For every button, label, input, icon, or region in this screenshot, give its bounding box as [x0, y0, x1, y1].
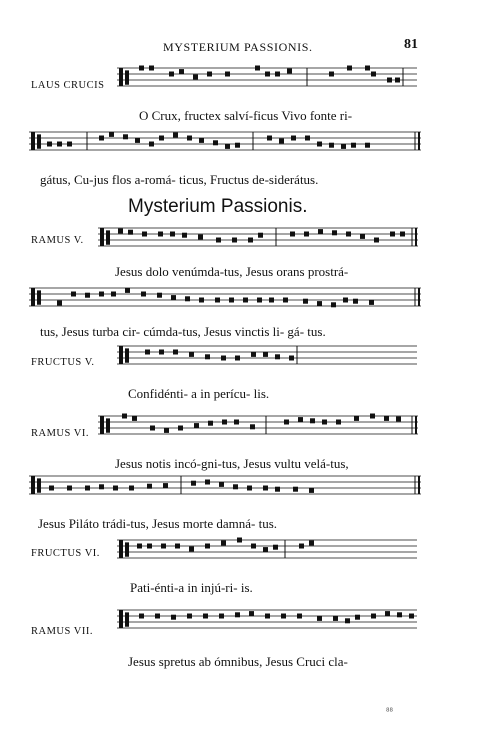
- neume-punctum: [216, 238, 221, 243]
- neume-punctum: [142, 232, 147, 237]
- neume-punctum: [173, 133, 178, 138]
- neume-punctum: [365, 66, 370, 71]
- neume-punctum: [47, 142, 52, 147]
- neume-punctum: [205, 544, 210, 549]
- neume-punctum: [336, 420, 341, 425]
- neume-punctum: [185, 296, 190, 301]
- neume-punctum: [299, 544, 304, 549]
- neume-punctum: [139, 614, 144, 619]
- neume-punctum: [353, 299, 358, 304]
- neume-punctum: [233, 484, 238, 489]
- do-clef-icon: [31, 288, 41, 306]
- neume-punctum: [371, 72, 376, 77]
- neume-punctum: [235, 143, 240, 148]
- neume-punctum: [395, 78, 400, 83]
- neume-punctum: [251, 352, 256, 357]
- neume-punctum: [387, 78, 392, 83]
- neume-punctum: [251, 544, 256, 549]
- neume-punctum: [400, 232, 405, 237]
- staff-1: [117, 62, 417, 102]
- running-header: MYSTERIUM PASSIONIS.: [163, 40, 313, 54]
- staff-4: [29, 282, 421, 322]
- neume-punctum: [137, 544, 142, 549]
- neume-punctum: [71, 292, 76, 297]
- neume-punctum: [99, 136, 104, 141]
- neume-punctum: [164, 428, 169, 433]
- neume-punctum: [275, 354, 280, 359]
- neume-punctum: [203, 614, 208, 619]
- piece-label-fructus-v: FRUCTUS V.: [31, 357, 95, 368]
- neume-punctum: [273, 545, 278, 550]
- lyric-line: gátus, Cu-jus flos a-romá- ticus, Fructus de-siderátus.: [40, 172, 319, 187]
- neume-punctum: [149, 66, 154, 71]
- neume-punctum: [159, 136, 164, 141]
- neume-punctum: [123, 134, 128, 139]
- neume-punctum: [281, 614, 286, 619]
- lyric-line: Confidénti- a in perícu- lis.: [128, 386, 270, 401]
- neume-punctum: [371, 614, 376, 619]
- neume-punctum: [99, 292, 104, 297]
- piece-label-ramus-v: RAMUS V.: [31, 235, 84, 246]
- neume-punctum: [215, 298, 220, 303]
- neume-punctum: [370, 414, 375, 419]
- do-clef-icon: [119, 346, 129, 364]
- neume-punctum: [229, 298, 234, 303]
- neume-punctum: [309, 488, 314, 493]
- neume-punctum: [157, 293, 162, 298]
- neume-punctum: [374, 238, 379, 243]
- neume-punctum: [343, 298, 348, 303]
- neume-punctum: [396, 417, 401, 422]
- piece-label-ramus-vii: RAMUS VII.: [31, 626, 93, 637]
- neume-punctum: [269, 298, 274, 303]
- neume-punctum: [257, 298, 262, 303]
- do-clef-icon: [31, 132, 41, 150]
- neume-punctum: [234, 420, 239, 425]
- neume-punctum: [333, 616, 338, 621]
- neume-punctum: [235, 356, 240, 361]
- neume-punctum: [275, 72, 280, 77]
- neume-punctum: [158, 232, 163, 237]
- neume-punctum: [243, 298, 248, 303]
- neume-punctum: [99, 484, 104, 489]
- neume-punctum: [232, 238, 237, 243]
- neume-punctum: [287, 69, 292, 74]
- neume-punctum: [291, 136, 296, 141]
- neume-punctum: [317, 301, 322, 306]
- neume-punctum: [109, 132, 114, 137]
- neume-punctum: [132, 416, 137, 421]
- neume-punctum: [85, 293, 90, 298]
- neume-punctum: [145, 350, 150, 355]
- neume-punctum: [290, 232, 295, 237]
- neume-punctum: [199, 138, 204, 143]
- neume-punctum: [355, 615, 360, 620]
- lyric-line: Jesus notis incó-gni-tus, Jesus vultu velá-tus,: [115, 456, 349, 471]
- neume-punctum: [369, 300, 374, 305]
- neume-punctum: [289, 356, 294, 361]
- neume-punctum: [182, 233, 187, 238]
- neume-punctum: [163, 483, 168, 488]
- staff-9: [117, 604, 417, 644]
- neume-punctum: [279, 139, 284, 144]
- neume-punctum: [169, 72, 174, 77]
- neume-punctum: [265, 614, 270, 619]
- neume-punctum: [304, 232, 309, 237]
- neume-punctum: [225, 144, 230, 149]
- neume-punctum: [187, 614, 192, 619]
- neume-punctum: [67, 486, 72, 491]
- neume-punctum: [258, 233, 263, 238]
- neume-punctum: [249, 611, 254, 616]
- neume-punctum: [250, 424, 255, 429]
- neume-punctum: [284, 420, 289, 425]
- neume-punctum: [111, 292, 116, 297]
- lyric-line: tus, Jesus turba cir- cúmda-tus, Jesus vinctis li- gá- tus.: [40, 324, 326, 339]
- neume-punctum: [310, 418, 315, 423]
- neume-punctum: [199, 298, 204, 303]
- staff-5: [117, 340, 417, 380]
- neume-punctum: [57, 301, 62, 306]
- lyric-line: Jesus Piláto trádi-tus, Jesus morte damná- tus.: [38, 516, 278, 531]
- neume-punctum: [85, 486, 90, 491]
- neume-punctum: [159, 350, 164, 355]
- neume-punctum: [67, 142, 72, 147]
- neume-punctum: [171, 615, 176, 620]
- staff-3: [98, 222, 418, 262]
- neume-punctum: [322, 420, 327, 425]
- neume-punctum: [360, 234, 365, 239]
- neume-punctum: [221, 356, 226, 361]
- neume-punctum: [57, 142, 62, 147]
- do-clef-icon: [100, 228, 110, 246]
- neume-punctum: [213, 140, 218, 145]
- neume-punctum: [265, 72, 270, 77]
- neume-punctum: [331, 302, 336, 307]
- neume-punctum: [198, 235, 203, 240]
- neume-punctum: [150, 426, 155, 431]
- neume-punctum: [347, 66, 352, 71]
- neume-punctum: [113, 486, 118, 491]
- neume-punctum: [147, 544, 152, 549]
- neume-punctum: [332, 230, 337, 235]
- neume-punctum: [208, 421, 213, 426]
- neume-punctum: [129, 486, 134, 491]
- neume-punctum: [171, 295, 176, 300]
- do-clef-icon: [119, 68, 129, 86]
- lyric-line: Jesus spretus ab ómnibus, Jesus Cruci cla-: [128, 654, 348, 669]
- printer-mark: ⁸⁸: [386, 706, 393, 717]
- neume-punctum: [141, 292, 146, 297]
- neume-punctum: [205, 480, 210, 485]
- do-clef-icon: [119, 610, 129, 628]
- neume-punctum: [222, 420, 227, 425]
- neume-punctum: [225, 72, 230, 77]
- lyric-line: Jesus dolo venúmda-tus, Jesus orans prostrá-: [115, 264, 349, 279]
- neume-punctum: [255, 66, 260, 71]
- neume-punctum: [298, 417, 303, 422]
- neume-punctum: [235, 612, 240, 617]
- staff-2: [29, 126, 421, 166]
- do-clef-icon: [100, 416, 110, 434]
- neume-punctum: [267, 136, 272, 141]
- neume-punctum: [191, 481, 196, 486]
- neume-punctum: [118, 229, 123, 234]
- neume-punctum: [205, 354, 210, 359]
- neume-punctum: [317, 142, 322, 147]
- neume-punctum: [219, 482, 224, 487]
- page-number: 81: [404, 37, 418, 52]
- neume-punctum: [135, 138, 140, 143]
- neume-punctum: [275, 487, 280, 492]
- lyric-line: Pati-énti-a in injú-ri- is.: [130, 580, 253, 595]
- staff-6: [98, 410, 418, 450]
- neume-punctum: [149, 142, 154, 147]
- section-title: Mysterium Passionis.: [128, 196, 308, 217]
- staff-8: [117, 534, 417, 574]
- neume-punctum: [194, 423, 199, 428]
- neume-punctum: [318, 229, 323, 234]
- neume-punctum: [237, 538, 242, 543]
- neume-punctum: [221, 541, 226, 546]
- neume-punctum: [354, 416, 359, 421]
- neume-punctum: [263, 352, 268, 357]
- neume-punctum: [283, 298, 288, 303]
- neume-punctum: [409, 614, 414, 619]
- neume-punctum: [128, 230, 133, 235]
- neume-punctum: [346, 232, 351, 237]
- neume-punctum: [125, 288, 130, 293]
- neume-punctum: [193, 75, 198, 80]
- neume-punctum: [305, 136, 310, 141]
- neume-punctum: [365, 143, 370, 148]
- neume-punctum: [341, 144, 346, 149]
- neume-punctum: [309, 541, 314, 546]
- neume-punctum: [263, 486, 268, 491]
- neume-punctum: [385, 611, 390, 616]
- neume-punctum: [263, 547, 268, 552]
- neume-punctum: [147, 484, 152, 489]
- neume-punctum: [139, 66, 144, 71]
- neume-punctum: [329, 143, 334, 148]
- neume-punctum: [384, 416, 389, 421]
- piece-label-ramus-vi: RAMUS VI.: [31, 428, 89, 439]
- neume-punctum: [303, 299, 308, 304]
- neume-punctum: [329, 72, 334, 77]
- neume-punctum: [49, 486, 54, 491]
- neume-punctum: [247, 486, 252, 491]
- neume-punctum: [187, 136, 192, 141]
- neume-punctum: [189, 352, 194, 357]
- neume-punctum: [390, 232, 395, 237]
- neume-punctum: [207, 72, 212, 77]
- neume-punctum: [248, 238, 253, 243]
- neume-punctum: [397, 612, 402, 617]
- neume-punctum: [178, 426, 183, 431]
- neume-punctum: [189, 547, 194, 552]
- piece-label-laus-crucis: LAUS CRUCIS: [31, 80, 105, 91]
- neume-punctum: [175, 544, 180, 549]
- neume-punctum: [155, 614, 160, 619]
- do-clef-icon: [31, 476, 41, 494]
- neume-punctum: [161, 544, 166, 549]
- neume-punctum: [345, 618, 350, 623]
- neume-punctum: [170, 232, 175, 237]
- piece-label-fructus-vi: FRUCTUS VI.: [31, 548, 100, 559]
- neume-punctum: [173, 350, 178, 355]
- neume-punctum: [179, 69, 184, 74]
- neume-punctum: [351, 143, 356, 148]
- lyric-line: O Crux, fructex salví-ficus Vivo fonte ri-: [139, 108, 353, 123]
- staff-7: [29, 470, 421, 510]
- neume-punctum: [219, 614, 224, 619]
- do-clef-icon: [119, 540, 129, 558]
- neume-punctum: [317, 616, 322, 621]
- neume-punctum: [293, 487, 298, 492]
- neume-punctum: [297, 614, 302, 619]
- neume-punctum: [122, 414, 127, 419]
